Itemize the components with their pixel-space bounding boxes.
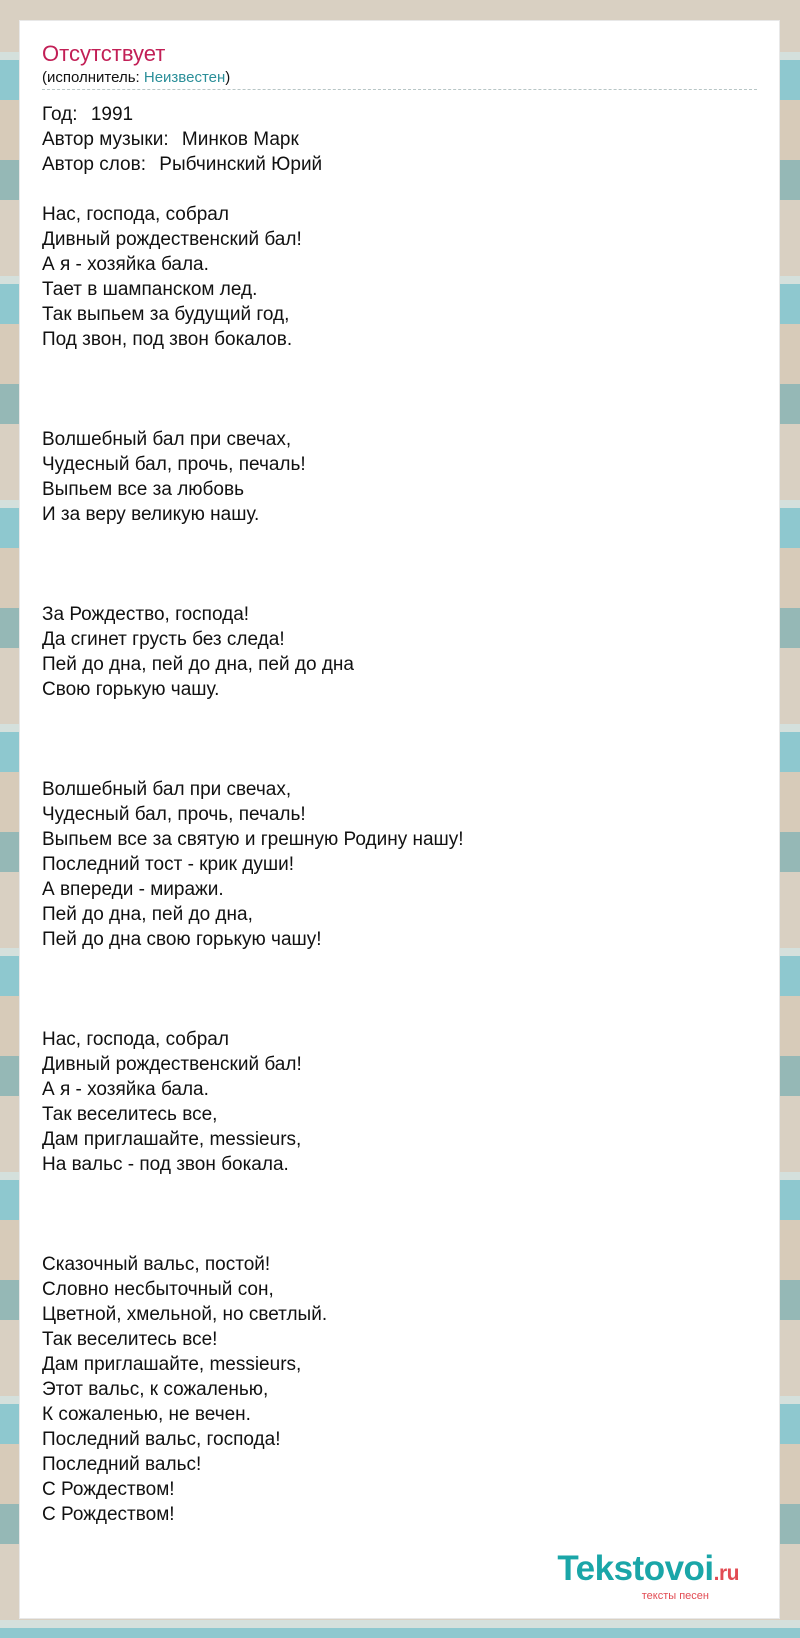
lyric-line: Так веселитесь все!: [42, 1329, 218, 1350]
site-logo[interactable]: [539, 1549, 739, 1602]
lyric-line: Цветной, хмельной, но светлый.: [42, 1304, 328, 1325]
lyric-line: Пей до дна свою горькую чашу!: [42, 929, 322, 950]
lyric-line: Чудесный бал, прочь, печаль!: [42, 804, 306, 825]
lyric-line: На вальс - под звон бокала.: [42, 1154, 289, 1175]
artist-link[interactable]: Неизвестен: [143, 69, 226, 86]
song-meta: [42, 102, 757, 177]
lyric-line: Последний вальс!: [42, 1454, 202, 1475]
meta-year-label: Год:: [42, 104, 78, 125]
stanza-gap: [42, 702, 757, 777]
meta-year-value: 1991: [90, 104, 134, 125]
lyric-line: А я - хозяйка бала.: [42, 1079, 209, 1100]
lyric-line: Выпьем все за святую и грешную Родину нашу!: [42, 829, 464, 850]
meta-lyrics-author-label: Автор слов:: [42, 154, 146, 175]
lyric-line: Пей до дна, пей до дна,: [42, 904, 253, 925]
lyric-line: Волшебный бал при свечах,: [42, 429, 292, 450]
lyric-line: Так веселитесь все,: [42, 1104, 218, 1125]
lyric-line: Волшебный бал при свечах,: [42, 779, 292, 800]
logo-domain: .ru: [713, 1562, 739, 1585]
artist-line: [42, 69, 757, 90]
lyric-line: Дивный рождественский бал!: [42, 229, 302, 250]
lyric-line: Дам приглашайте, messieurs,: [42, 1354, 302, 1375]
lyric-line: За Рождество, господа!: [42, 604, 250, 625]
lyric-line: Пей до дна, пей до дна, пей до дна: [42, 654, 354, 675]
lyric-line: Последний тост - крик души!: [42, 854, 294, 875]
stanza-gap: [42, 952, 757, 1027]
lyric-line: Дам приглашайте, messieurs,: [42, 1129, 302, 1150]
artist-prefix: (исполнитель:: [42, 69, 144, 86]
lyric-line: И за веру великую нашу.: [42, 504, 260, 525]
logo-name: Tekstovoi: [557, 1549, 714, 1588]
meta-music-author-value: Минков Марк: [181, 129, 299, 150]
song-content: [42, 41, 757, 1527]
lyric-line: Нас, господа, собрал: [42, 204, 229, 225]
meta-music-author-label: Автор музыки:: [42, 129, 169, 150]
stanza-gap: [42, 527, 757, 602]
lyric-line: А я - хозяйка бала.: [42, 254, 209, 275]
lyric-line: Сказочный вальс, постой!: [42, 1254, 271, 1275]
song-lyrics: [42, 202, 757, 1527]
lyric-line: Под звон, под звон бокалов.: [42, 329, 293, 350]
lyric-line: Свою горькую чашу.: [42, 679, 220, 700]
meta-year: [42, 102, 757, 127]
lyric-line: А впереди - миражи.: [42, 879, 224, 900]
lyric-line: Чудесный бал, прочь, печаль!: [42, 454, 306, 475]
lyric-line: Дивный рождественский бал!: [42, 1054, 302, 1075]
lyric-line: Словно несбыточный сон,: [42, 1279, 274, 1300]
stanza-gap: [42, 1177, 757, 1252]
meta-music-author: [42, 127, 757, 152]
lyric-line: С Рождеством!: [42, 1479, 175, 1500]
lyric-line: Нас, господа, собрал: [42, 1029, 229, 1050]
logo-wordmark: [539, 1549, 739, 1591]
lyric-line: Так выпьем за будущий год,: [42, 304, 290, 325]
meta-lyrics-author-value: Рыбчинский Юрий: [159, 154, 323, 175]
logo-tagline: тексты песен: [641, 1590, 709, 1602]
meta-lyrics-author: [42, 152, 757, 177]
lyric-line: Последний вальс, господа!: [42, 1429, 281, 1450]
stanza-gap: [42, 352, 757, 427]
lyrics-page: [20, 21, 779, 1618]
lyric-line: С Рождеством!: [42, 1504, 175, 1525]
lyric-line: Выпьем все за любовь: [42, 479, 244, 500]
song-title: Отсутствует: [42, 41, 166, 66]
artist-suffix: ): [225, 69, 231, 86]
lyric-line: Да сгинет грусть без следа!: [42, 629, 285, 650]
lyric-line: Этот вальс, к сожаленью,: [42, 1379, 269, 1400]
lyric-line: Тает в шампанском лед.: [42, 279, 258, 300]
lyric-line: К сожаленью, не вечен.: [42, 1404, 251, 1425]
